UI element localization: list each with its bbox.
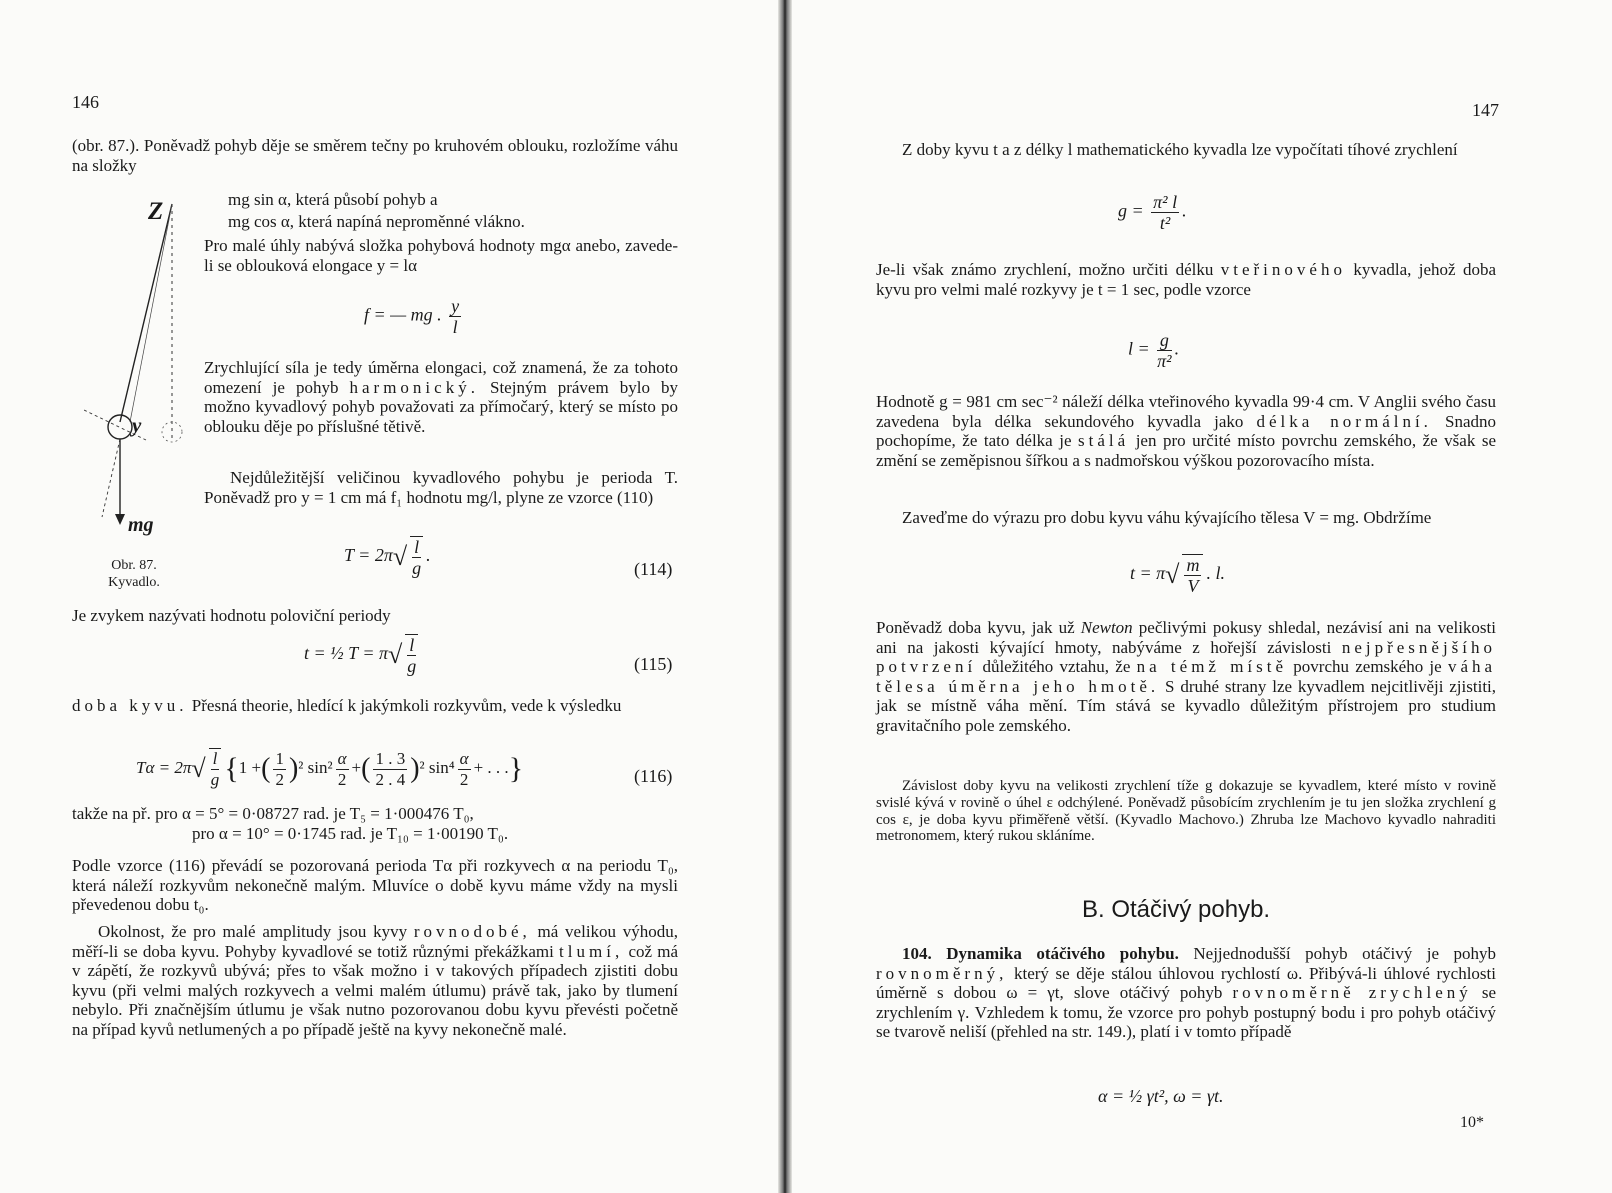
- equation-g-tail: .: [1182, 200, 1187, 221]
- newton-word-2: na témž místě: [1136, 657, 1288, 677]
- equation-114-tail: .: [426, 545, 431, 566]
- force-component-1: mg sin α, která působí pohyb a: [228, 190, 438, 209]
- newton-text-a: Poněvadž doba kyvu, jak už: [876, 618, 1075, 637]
- figure-label-mg: mg: [128, 514, 154, 536]
- figure-caption-number: Obr. 87.: [111, 558, 157, 573]
- page-number-left: 146: [72, 92, 99, 112]
- paragraph-mach-pendulum: Závislost doby kyvu na velikosti zrychlení tíže g dokazuje se kyvadlem, které místo v rovině svislé kývá v rovině o úhel ε odchýlené. Poněvadž působícím zrychlením je tu jen složka zrychlení g cos ε, je doba kyvu přiměřeně větší. (Kyvadlo Machovo.) Zhruba lze Machovo kyvadlo nahraditi metronomem, který rukou skláníme.: [876, 778, 1496, 845]
- exact-word: doba kyvu.: [72, 696, 188, 715]
- paragraph-weight: Zaveďme do výrazu pro dobu kyvu váhu kývajícího tělesa V = mg. Obdržíme: [902, 508, 1432, 527]
- paragraph-seconds-length: [876, 392, 1496, 470]
- equation-116-f1-num: 1: [275, 748, 284, 768]
- pendulum-string-thin: [130, 204, 172, 422]
- equation-116-sin2: ² sin⁴: [419, 757, 455, 777]
- rotation-text-c: se zrychlením γ. Vzhledem k tomu, že vzorce pro pohyb postupný bodu i pro pohyb otáčivý se tvarově neliší (přehled na str. 149.), platí i v tomto případě: [876, 983, 1497, 1042]
- rotation-heading: 104. Dynamika otáčivého pohybu.: [902, 944, 1179, 963]
- newton-name: Newton: [1080, 618, 1133, 637]
- equation-115: t = ½ T = π√ $\frac{l}{g}$: [304, 634, 421, 676]
- equation-116: Tα = 2π√ $\frac{l}{g}$ {1 +( $\frac{1}{2}$ )² sin² $\frac{\alpha}{2}$ +( $\frac{1 . 3}{2 . 4}$ )² sin⁴ $\frac{\alpha}{2}$ + . . .}: [136, 748, 524, 789]
- harmonic-paragraph: [204, 358, 678, 436]
- equation-116-num: l: [212, 749, 218, 768]
- equation-t-lhs: t = π: [1130, 563, 1166, 584]
- figure-caption-title: Kyvadlo.: [108, 575, 160, 590]
- equation-116-f2-den: 2 . 4: [375, 769, 406, 789]
- pendulum-string: [120, 204, 172, 422]
- seconds-text-b: kyvadla, jehož doba kyvu pro velmi malé rozkyvy je t = 1 sec, podle vzorce: [876, 260, 1496, 299]
- equation-116-sin1: ² sin²: [298, 757, 333, 777]
- paragraph-conversion: Podle vzorce (116) převádí se pozorovaná perioda Tα při rozkyvech α na periodu T₀, která náleží rozkyvům nekonečně malým. Mluvíce o době kyvu máme vždy na mysli převedenou dobu t₀.: [72, 856, 678, 915]
- length-word-1: délka normální.: [1256, 411, 1432, 431]
- equation-115-number: (115): [634, 654, 673, 674]
- equation-l-num: g: [1157, 330, 1171, 351]
- newton-text-c: důležitého vztahu, že: [982, 657, 1131, 677]
- paragraph-seconds-pendulum: [876, 260, 1496, 299]
- equation-115-den: g: [407, 656, 417, 676]
- equation-114-lhs: T = 2π: [344, 545, 393, 566]
- equation-116-f2-num: 1 . 3: [375, 748, 406, 768]
- force-component-2: mg cos α, která napíná neproměnné vlákno.: [228, 212, 525, 231]
- equation-l-lhs: l =: [1128, 338, 1150, 359]
- equation-116-a1-den: 2: [337, 769, 347, 789]
- newton-word-1: nejpřesnějšího potvrzení: [876, 637, 1497, 677]
- length-word-2: stálá: [1078, 431, 1130, 451]
- section-title: B. Otáčivý pohyb.: [1082, 896, 1271, 923]
- paragraph-newton: [876, 618, 1496, 736]
- component-line: [102, 439, 120, 517]
- equation-116-term1: 1 +: [238, 757, 262, 777]
- equation-force-lhs: f = — mg .: [364, 304, 442, 325]
- isochronism-text-b: má velikou výhodu, měří-li se doba kyvu. Pohyby kyvadlové se totiž různými překážkami: [72, 922, 679, 961]
- length-text-c: jen pro určité místo povrchu zemského, že však se změní se zeměpisnou šířkou a s nadmořskou výškou pozorovacího místa.: [876, 431, 1497, 470]
- exact-theory-paragraph: [72, 696, 678, 716]
- exact-text: Přesná theorie, hledící k jakýmkoli rozkyvům, vede k výsledku: [191, 696, 622, 715]
- harmonic-text-2: Stejným právem bylo by možno kyvadlový pohyb považovati za přímočarý, který se místo po oblouku děje po příslušné tětivě.: [204, 377, 679, 436]
- isochronism-word-2: tlumí,: [559, 941, 624, 961]
- isochronism-text-c: což má v zápětí, že rozkyvů ubývá; přes to však možno i v takových případech zjistiti dobu kyvu (při velmi malých rozkyvech a velmi malém útlumu) právě tak, jako by tlumení nebylo. Při značnějším útlumu je však nutno pozorovanou dobu kyvu převésti početně na případ kyvů netlumených a po případě ještě na kyvy nekonečně malé.: [72, 941, 679, 1039]
- equation-116-f1-den: 2: [275, 769, 284, 789]
- equation-l-tail: .: [1174, 338, 1180, 359]
- rotation-word-1: rovnoměrný,: [876, 963, 1008, 983]
- harmonic-text-1: Zrychlující síla je tedy úměrna elongaci, což znamená, že za tohoto omezení je pohyb: [204, 358, 678, 397]
- equation-force-num: y: [451, 296, 460, 316]
- figure-caption: [84, 557, 184, 591]
- example-line-2: pro α = 10° = 0·1745 rad. je T₁₀ = 1·00190 T₀.: [192, 824, 509, 843]
- equation-t: t = π√ $\frac{m}{V}$ . l.: [1130, 555, 1225, 596]
- equation-force: [364, 296, 464, 337]
- figure-label-y: y: [132, 413, 142, 437]
- equation-g-lhs: g =: [1118, 200, 1144, 221]
- equation-g-den: t²: [1159, 213, 1171, 233]
- isochronism-word-1: rovnodobé,: [413, 922, 531, 941]
- equation-114: T = 2π√ $\frac{l}{g}$ .: [344, 537, 431, 578]
- equation-114-den: g: [412, 558, 422, 578]
- half-period-sentence: Je zvykem nazývati hodnotu poloviční periody: [72, 606, 391, 625]
- equation-l-den: π²: [1157, 351, 1172, 371]
- harmonic-word: harmonický.: [349, 377, 479, 397]
- paragraph-rotation: [876, 944, 1496, 1042]
- equation-t-den: V: [1187, 576, 1199, 596]
- figure-label-z: Z: [148, 198, 164, 225]
- weight-arrow: [115, 514, 125, 525]
- equation-116-number: (116): [634, 766, 673, 786]
- equation-116-plus: +: [351, 757, 362, 777]
- seconds-text-a: Je-li však známo zrychlení, možno určiti délku: [876, 260, 1214, 279]
- signature-mark: 10*: [1460, 1114, 1484, 1131]
- rotation-word-2: rovnoměrně zrychlený: [1232, 983, 1472, 1003]
- equation-116-a2-num: α: [459, 748, 469, 768]
- seconds-word: vteřinového: [1220, 260, 1346, 279]
- small-angle-paragraph: Pro malé úhly nabývá složka pohybová hodnoty mgα anebo, zavede-li se oblouková elongace y = lα: [204, 236, 678, 275]
- paragraph-isochronism: [72, 922, 678, 1040]
- newton-text-e: S druhé strany lze kyvadlem nejcitlivěji zjistiti, jak se místně váha mění. Tím stává se kyvadlo důležitým přístrojem pro studium gravitačního pole zemského.: [876, 676, 1497, 735]
- isochronism-text-a: Okolnost, že pro malé amplitudy jsou kyvy: [98, 922, 408, 941]
- newton-word-3: váha tělesa úměrna jeho hmotě.: [876, 657, 1497, 696]
- rotation-text-a: Nejjednodušší pohyb otáčivý je pohyb: [1193, 944, 1496, 963]
- equation-l: [1128, 330, 1179, 371]
- equation-t-num: m: [1186, 555, 1200, 575]
- pendulum-bob: [108, 415, 132, 439]
- right-page: [790, 0, 1612, 1193]
- equation-115-lhs: t = ½ T = π: [304, 643, 388, 664]
- equation-116-tail: + . . .: [473, 757, 509, 777]
- paragraph-gravity-from-period: Z doby kyvu t a z délky l mathematického kyvadla lze vypočítati tíhové zrychlení: [902, 140, 1458, 159]
- newton-text-b: pečlivými pokusy shledal, nezávisí ani na velikosti ani na jakosti kývající hmoty, nabýváme z hořejší závislosti: [876, 618, 1496, 657]
- equation-116-a1-num: α: [337, 748, 347, 768]
- equation-114-num: l: [414, 537, 420, 557]
- intro-paragraph: (obr. 87.). Poněvadž pohyb děje se směrem tečny po kruhovém oblouku, rozložíme váhu na složky: [72, 136, 678, 175]
- newton-text-d: povrchu zemského je: [1293, 657, 1442, 677]
- example-line-1: takže na př. pro α = 5° = 0·08727 rad. je T₅ = 1·000476 T₀,: [72, 804, 474, 823]
- length-text-a: Hodnotě g = 981 cm sec⁻² náleží délka vteřinového kyvadla 99·4 cm. V Anglii svého času zavedena byla délka sekundového kyvadla jako: [876, 392, 1496, 431]
- rest-position-circle: [162, 422, 182, 442]
- left-page: [0, 0, 780, 1193]
- period-paragraph: Nejdůležitější veličinou kyvadlového pohybu je perioda T. Poněvadž pro y = 1 cm má f₁ hodnotu mg/l, plyne ze vzorce (110): [204, 468, 678, 507]
- equation-rotation: α = ½ γt², ω = γt.: [1098, 1086, 1224, 1106]
- equation-g: [1118, 192, 1187, 233]
- equation-116-a2-den: 2: [459, 769, 469, 789]
- length-text-b: Snadno pochopíme, že tato délka je: [876, 411, 1496, 451]
- pendulum-figure: [84, 192, 194, 537]
- equation-116-lhs: Tα = 2π: [136, 757, 192, 777]
- page-number-right: 147: [1472, 100, 1499, 120]
- equation-g-num: π² l: [1153, 192, 1178, 212]
- equation-116-den: g: [210, 770, 220, 789]
- equation-114-number: (114): [634, 559, 673, 579]
- equation-115-num: l: [409, 635, 415, 655]
- equation-t-tail: . l.: [1206, 563, 1225, 584]
- equation-force-den: l: [452, 317, 458, 337]
- rotation-text-b: který se děje stálou úhlovou rychlostí ω. Přibývá-li úhlové rychlosti úměrně s dobou ω = γt, slove otáčivý pohyb: [876, 963, 1496, 1003]
